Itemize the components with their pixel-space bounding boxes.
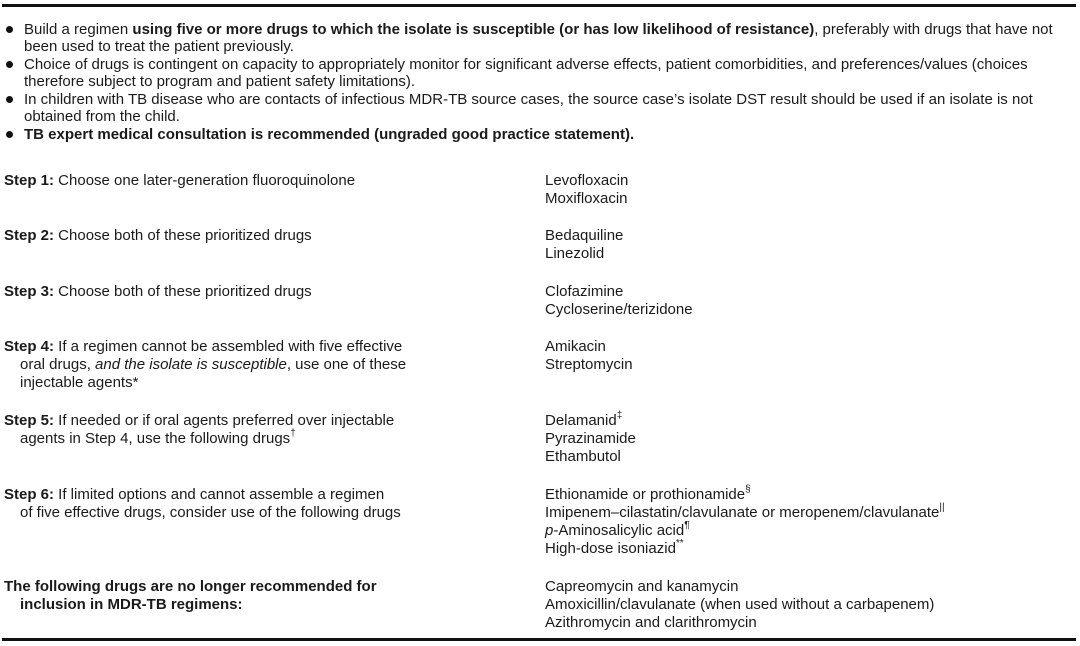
- bullet-dot-icon: [6, 131, 13, 138]
- drug-item: Azithromycin and clarithromycin: [545, 614, 757, 631]
- step-description: [4, 172, 524, 190]
- footnote-mark: ‡: [616, 410, 623, 421]
- step-text: oral drugs,: [20, 356, 96, 373]
- step-text: Choose both of these prioritized drugs: [54, 283, 312, 300]
- drug-name: -Aminosalicylic acid: [553, 522, 685, 539]
- step-label: Step 6:: [4, 486, 55, 503]
- drug-item: Streptomycin: [545, 356, 633, 373]
- step-text: agents in Step 4, use the following drugs: [20, 430, 291, 447]
- footnote-mark: †: [290, 428, 296, 439]
- drug-list: [545, 486, 1075, 558]
- drug-name-prefix: p: [545, 522, 554, 539]
- bullet-item: [4, 21, 1076, 55]
- drug-item: [545, 522, 1075, 540]
- step-emphasis-text: and the isolate is susceptible: [95, 356, 287, 373]
- step-text: , use one of these: [286, 356, 407, 373]
- bullet-item: [4, 126, 1076, 143]
- drug-item: Clofazimine: [545, 283, 624, 300]
- footnote-mark: **: [675, 538, 684, 549]
- drug-item: Linezolid: [545, 245, 605, 262]
- drug-list: [545, 283, 1075, 319]
- step-text: If limited options and cannot assemble a regimen: [54, 486, 385, 503]
- bullet-item: [4, 91, 1076, 125]
- drug-item: Ethambutol: [545, 448, 621, 465]
- step-label: Step 5:: [4, 412, 55, 429]
- step-label: Step 3:: [4, 283, 55, 300]
- heading-text: The following drugs are no longer recommended for: [4, 578, 377, 595]
- drug-item: [545, 412, 1075, 430]
- drug-list: [545, 227, 1075, 263]
- bullet-text: , preferably with drugs that have not been used to treat the patient previously.: [24, 21, 1053, 55]
- bottom-rule: [2, 638, 1076, 641]
- step-text: Choose both of these prioritized drugs: [54, 227, 312, 244]
- drug-list: [545, 412, 1075, 466]
- footnote-mark: §: [745, 484, 751, 495]
- drug-item: Cycloserine/terizidone: [545, 301, 693, 318]
- footnote-mark: ||: [939, 502, 945, 513]
- drug-list: [545, 338, 1075, 374]
- drug-item: Pyrazinamide: [545, 430, 636, 447]
- footnote-mark: ¶: [684, 520, 690, 531]
- step-description: [4, 283, 524, 301]
- bullet-text: Choice of drugs is contingent on capacity to appropriately monitor for significant adverse effects, patient comorbidities, and preferences/values (choices therefore subject to program and patient safety limitations).: [24, 56, 1028, 90]
- drug-item: Moxifloxacin: [545, 190, 628, 207]
- step-description: [4, 412, 524, 448]
- step-label: Step 1:: [4, 172, 55, 189]
- bullet-item: [4, 56, 1076, 90]
- no-longer-recommended-heading: [4, 578, 524, 614]
- top-rule: [2, 4, 1076, 7]
- drug-item: Capreomycin and kanamycin: [545, 578, 739, 595]
- drug-item: Levofloxacin: [545, 172, 629, 189]
- bullet-bold-text: using five or more drugs to which the isolate is susceptible (or has low likelihood of resistance): [132, 21, 815, 38]
- drug-name: Ethionamide or prothionamide: [545, 486, 746, 503]
- drug-item: Amoxicillin/clavulanate (when used without a carbapenem): [545, 596, 935, 613]
- bullet-text: In children with TB disease who are contacts of infectious MDR-TB source cases, the source case’s isolate DST result should be used if an isolate is not obtained from the child.: [24, 91, 1033, 125]
- bullet-dot-icon: [6, 61, 13, 68]
- step-description: [4, 227, 524, 245]
- step-description: [4, 486, 524, 522]
- bullet-text: Build a regimen: [24, 21, 133, 38]
- drug-list: [545, 578, 1075, 632]
- step-label: Step 2:: [4, 227, 55, 244]
- drug-item: [545, 486, 1075, 504]
- step-text: of five effective drugs, consider use of the following drugs: [20, 504, 401, 521]
- recommendation-bullets: [4, 21, 1076, 144]
- step-description: [4, 338, 524, 392]
- drug-item: Bedaquiline: [545, 227, 624, 244]
- drug-item: [545, 540, 1075, 558]
- bullet-dot-icon: [6, 96, 13, 103]
- step-label: Step 4:: [4, 338, 55, 355]
- drug-name: Delamanid: [545, 412, 617, 429]
- drug-list: [545, 172, 1075, 208]
- step-text: injectable agents*: [20, 374, 139, 391]
- step-text: If a regimen cannot be assembled with five effective: [54, 338, 403, 355]
- drug-item: Amikacin: [545, 338, 606, 355]
- drug-item: [545, 504, 1075, 522]
- heading-text: inclusion in MDR-TB regimens:: [20, 596, 243, 613]
- step-text: Choose one later-generation fluoroquinolone: [54, 172, 356, 189]
- step-text: If needed or if oral agents preferred over injectable: [54, 412, 395, 429]
- drug-name: High-dose isoniazid: [545, 540, 676, 557]
- drug-name: Imipenem–cilastatin/clavulanate or meropenem/clavulanate: [545, 504, 940, 521]
- bullet-dot-icon: [6, 26, 13, 33]
- bullet-text: TB expert medical consultation is recommended (ungraded good practice statement).: [24, 126, 635, 143]
